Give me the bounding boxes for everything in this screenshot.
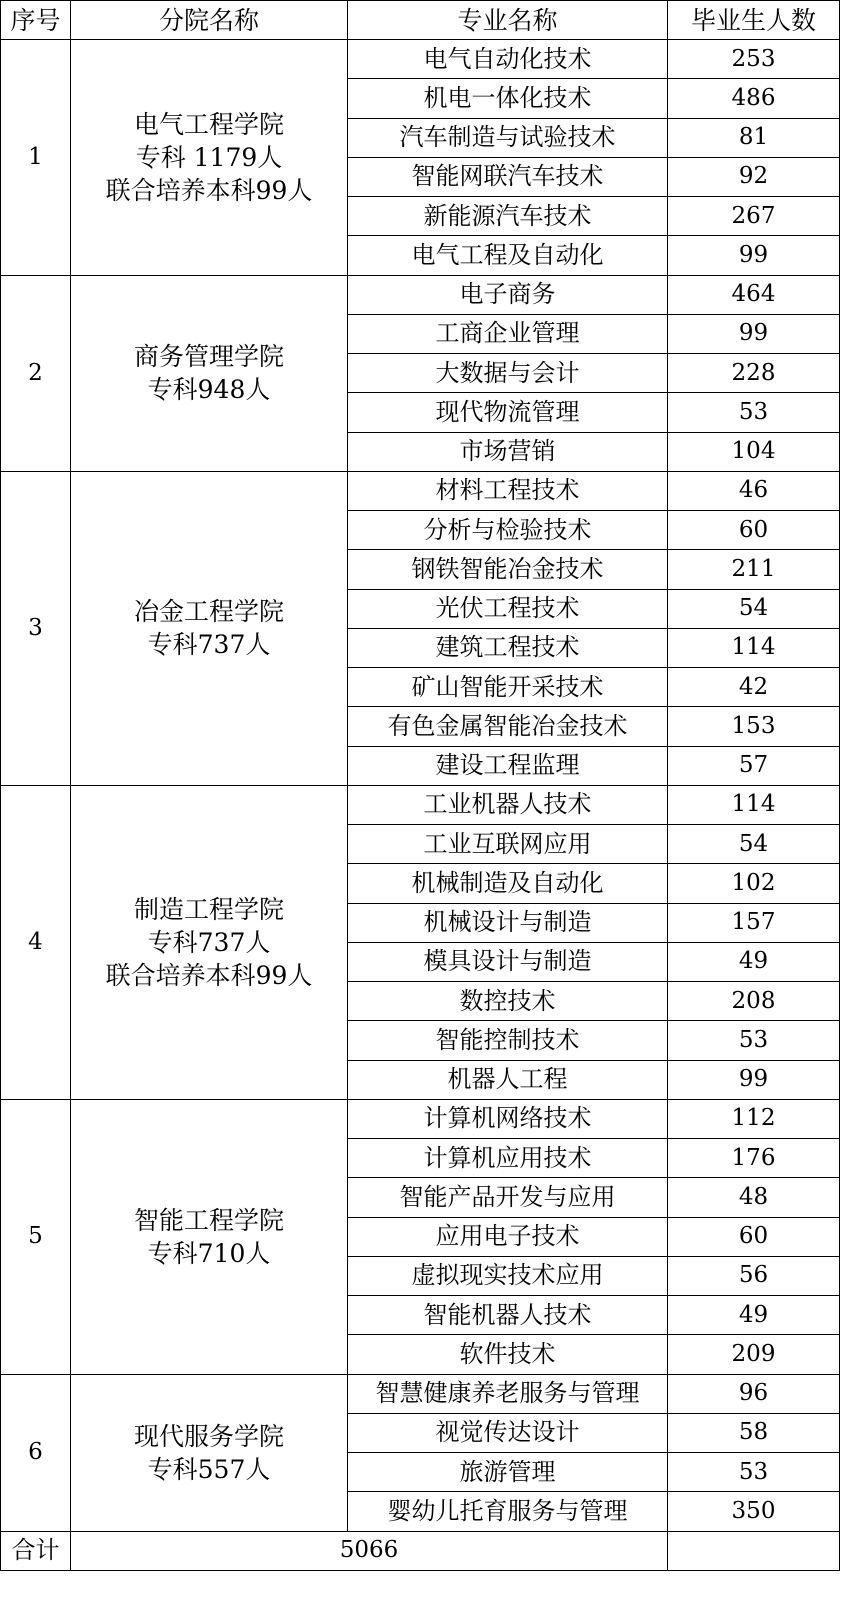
college-index: 5 <box>1 1099 71 1374</box>
college-line: 智能工程学院 <box>133 1205 284 1235</box>
major-count: 42 <box>668 668 840 707</box>
major-name: 工商企业管理 <box>348 314 668 353</box>
major-name: 模具设计与制造 <box>348 942 668 981</box>
college-index: 3 <box>1 471 71 785</box>
college-index: 6 <box>1 1374 71 1531</box>
major-name: 智能网联汽车技术 <box>348 157 668 196</box>
major-count: 60 <box>668 1217 840 1256</box>
major-count: 208 <box>668 982 840 1021</box>
major-name: 分析与检验技术 <box>348 511 668 550</box>
header-major: 专业名称 <box>348 1 668 40</box>
major-name: 婴幼儿托育服务与管理 <box>348 1492 668 1531</box>
total-label: 合计 <box>1 1531 71 1570</box>
major-count: 53 <box>668 393 840 432</box>
major-count: 48 <box>668 1178 840 1217</box>
college-line: 专科737人 <box>147 927 271 957</box>
major-count: 157 <box>668 903 840 942</box>
major-name: 市场营销 <box>348 432 668 471</box>
table-row <box>1 1099 840 1138</box>
total-empty <box>668 1531 840 1570</box>
major-name: 有色金属智能冶金技术 <box>348 707 668 746</box>
total-row <box>1 1531 840 1570</box>
major-name: 计算机网络技术 <box>348 1099 668 1138</box>
major-count: 102 <box>668 864 840 903</box>
college-cell <box>71 785 348 1099</box>
table-row <box>1 1374 840 1413</box>
major-count: 104 <box>668 432 840 471</box>
college-cell <box>71 471 348 785</box>
major-name: 计算机应用技术 <box>348 1139 668 1178</box>
major-name: 旅游管理 <box>348 1453 668 1492</box>
major-count: 53 <box>668 1021 840 1060</box>
college-line: 联合培养本科99人 <box>105 960 313 990</box>
major-name: 建设工程监理 <box>348 746 668 785</box>
major-name: 机电一体化技术 <box>348 79 668 118</box>
major-name: 汽车制造与试验技术 <box>348 118 668 157</box>
major-count: 81 <box>668 118 840 157</box>
major-name: 新能源汽车技术 <box>348 197 668 236</box>
major-name: 矿山智能开采技术 <box>348 668 668 707</box>
major-name: 电气工程及自动化 <box>348 236 668 275</box>
major-count: 176 <box>668 1139 840 1178</box>
major-name: 现代物流管理 <box>348 393 668 432</box>
college-line: 冶金工程学院 <box>133 597 284 627</box>
major-count: 350 <box>668 1492 840 1531</box>
major-name: 电子商务 <box>348 275 668 314</box>
header-college: 分院名称 <box>71 1 348 40</box>
major-count: 209 <box>668 1335 840 1374</box>
table-body <box>1 40 840 1571</box>
major-name: 工业机器人技术 <box>348 785 668 824</box>
college-line: 专科710人 <box>147 1238 271 1268</box>
major-name: 软件技术 <box>348 1335 668 1374</box>
major-count: 464 <box>668 275 840 314</box>
major-count: 153 <box>668 707 840 746</box>
major-count: 211 <box>668 550 840 589</box>
college-cell <box>71 1374 348 1531</box>
major-count: 56 <box>668 1256 840 1295</box>
major-name: 应用电子技术 <box>348 1217 668 1256</box>
college-line: 专科 1179人 <box>135 142 283 172</box>
college-line: 商务管理学院 <box>133 342 284 372</box>
college-line: 专科948人 <box>147 375 271 405</box>
table-row <box>1 40 840 79</box>
table-header-row <box>1 1 840 40</box>
major-count: 49 <box>668 942 840 981</box>
major-count: 92 <box>668 157 840 196</box>
header-index: 序号 <box>1 1 71 40</box>
major-name: 数控技术 <box>348 982 668 1021</box>
major-name: 智能机器人技术 <box>348 1296 668 1335</box>
major-count: 114 <box>668 785 840 824</box>
college-index: 2 <box>1 275 71 471</box>
table-row <box>1 471 840 510</box>
major-name: 智能产品开发与应用 <box>348 1178 668 1217</box>
college-line: 专科737人 <box>147 630 271 660</box>
major-count: 112 <box>668 1099 840 1138</box>
major-name: 建筑工程技术 <box>348 628 668 667</box>
major-name: 视觉传达设计 <box>348 1413 668 1452</box>
major-count: 53 <box>668 1453 840 1492</box>
major-name: 材料工程技术 <box>348 471 668 510</box>
major-name: 工业互联网应用 <box>348 825 668 864</box>
major-count: 96 <box>668 1374 840 1413</box>
major-name: 机械制造及自动化 <box>348 864 668 903</box>
college-line: 现代服务学院 <box>133 1421 284 1451</box>
major-name: 机器人工程 <box>348 1060 668 1099</box>
major-count: 486 <box>668 79 840 118</box>
college-line: 制造工程学院 <box>133 894 284 924</box>
major-count: 114 <box>668 628 840 667</box>
college-index: 4 <box>1 785 71 1099</box>
major-count: 253 <box>668 40 840 79</box>
major-count: 228 <box>668 354 840 393</box>
major-name: 钢铁智能冶金技术 <box>348 550 668 589</box>
major-count: 60 <box>668 511 840 550</box>
college-index: 1 <box>1 40 71 276</box>
major-count: 267 <box>668 197 840 236</box>
major-count: 99 <box>668 236 840 275</box>
table-row <box>1 785 840 824</box>
college-line: 专科557人 <box>147 1454 271 1484</box>
college-line: 电气工程学院 <box>133 109 284 139</box>
major-count: 54 <box>668 589 840 628</box>
table-row <box>1 275 840 314</box>
major-name: 光伏工程技术 <box>348 589 668 628</box>
college-cell <box>71 1099 348 1374</box>
major-count: 49 <box>668 1296 840 1335</box>
major-count: 54 <box>668 825 840 864</box>
major-name: 电气自动化技术 <box>348 40 668 79</box>
major-count: 58 <box>668 1413 840 1452</box>
college-cell <box>71 275 348 471</box>
major-name: 智慧健康养老服务与管理 <box>348 1374 668 1413</box>
major-name: 机械设计与制造 <box>348 903 668 942</box>
major-count: 99 <box>668 314 840 353</box>
major-count: 99 <box>668 1060 840 1099</box>
header-count: 毕业生人数 <box>668 1 840 40</box>
major-count: 46 <box>668 471 840 510</box>
total-value: 5066 <box>71 1531 668 1570</box>
major-name: 大数据与会计 <box>348 354 668 393</box>
major-name: 智能控制技术 <box>348 1021 668 1060</box>
college-line: 联合培养本科99人 <box>105 175 313 205</box>
major-name: 虚拟现实技术应用 <box>348 1256 668 1295</box>
college-cell <box>71 40 348 276</box>
major-count: 57 <box>668 746 840 785</box>
